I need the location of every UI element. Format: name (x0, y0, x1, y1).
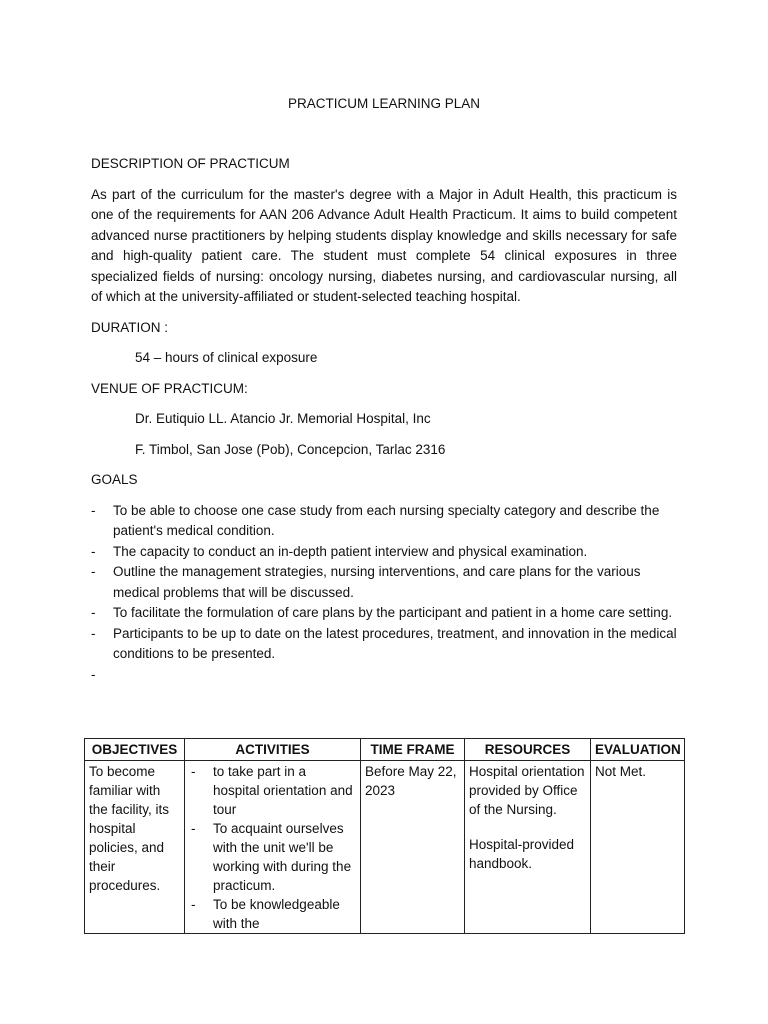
goal-item (91, 603, 677, 624)
table-header-row (85, 739, 685, 761)
header-evaluation: EVALUATION (591, 739, 685, 761)
bullet-dash: - (91, 605, 96, 620)
header-objectives: OBJECTIVES (85, 739, 185, 761)
bullet-dash: - (91, 564, 96, 579)
goal-item (91, 501, 677, 542)
resource-handbook: Hospital-provided handbook. (469, 837, 575, 871)
document-body (91, 154, 677, 687)
bullet-dash: - (91, 543, 96, 559)
goal-item (91, 562, 677, 603)
goal-text: Participants to be up to date on the latest procedures, treatment, and innovation in the medical conditions to be presented. (113, 625, 677, 661)
activity-item (189, 895, 356, 933)
goal-text: To facilitate the formulation of care plans by the participant and patient in a home care setting. (113, 605, 673, 620)
activity-text: To be knowledgeable with the (213, 897, 340, 931)
header-time-frame: TIME FRAME (361, 739, 465, 761)
bullet-dash: - (191, 897, 196, 912)
resource-orientation: Hospital orientation provided by Office of the Nursing. (469, 764, 585, 817)
empty-goal-item (91, 665, 677, 687)
activity-item (189, 819, 356, 895)
venue-heading: VENUE OF PRACTICUM: (91, 380, 248, 396)
venue-line-1: Dr. Eutiquio LL. Atancio Jr. Memorial Hospital, Inc (135, 411, 431, 426)
objective-cell: To become familiar with the facility, its hospital policies, and their procedures. (85, 761, 185, 934)
table-row (85, 761, 685, 934)
activity-text: To acquaint ourselves with the unit we'll be working with during the practicum. (213, 821, 352, 893)
goal-text: Outline the management strategies, nursing interventions, and care plans for the various medical problems that will be discussed. (113, 564, 641, 600)
activities-cell (185, 761, 361, 934)
resources-cell (465, 761, 591, 934)
venue-line-2: F. Timbol, San Jose (Pob), Concepcion, Tarlac 2316 (135, 441, 446, 457)
description-text: As part of the curriculum for the master's degree with a Major in Adult Health, this practicum is one of the requirements for AAN 206 Advance Adult Health Practicum. It aims to build competent advanced nurse practitioners by helping students display knowledge and skills necessary for safe and high-quality patient care. The student must complete 54 clinical exposures in three specialized fields of nursing: oncology nursing, diabetes nursing, and cardiovascular nursing, all of which at the university-affiliated or student-selected teaching hospital. (91, 186, 677, 304)
duration-value: 54 – hours of clinical exposure (135, 350, 318, 365)
goals-list (91, 501, 677, 687)
duration-heading: DURATION : (91, 319, 168, 335)
goal-item (91, 542, 677, 563)
bullet-dash: - (91, 666, 96, 682)
page-title: PRACTICUM LEARNING PLAN (287, 96, 481, 111)
time-frame-cell: Before May 22, 2023 (361, 761, 465, 934)
goals-heading: GOALS (91, 472, 138, 487)
goal-text: The capacity to conduct an in-depth patient interview and physical examination. (113, 543, 588, 559)
goal-text: To be able to choose one case study from each nursing specialty category and describe the patient's medical condition. (113, 502, 660, 538)
header-activities: ACTIVITIES (185, 739, 361, 761)
goal-item (91, 624, 677, 665)
evaluation-cell: Not Met. (591, 761, 685, 934)
activity-text: to take part in a hospital orientation and tour (213, 764, 353, 817)
bullet-dash: - (91, 625, 96, 641)
header-resources: RESOURCES (465, 739, 591, 761)
activity-item (189, 762, 356, 819)
activities-list (189, 762, 356, 933)
bullet-dash: - (91, 502, 96, 518)
resource-spacer (469, 819, 586, 835)
description-heading: DESCRIPTION OF PRACTICUM (91, 156, 290, 171)
bullet-dash: - (191, 764, 196, 779)
bullet-dash: - (191, 821, 196, 836)
learning-plan-table (84, 738, 685, 934)
